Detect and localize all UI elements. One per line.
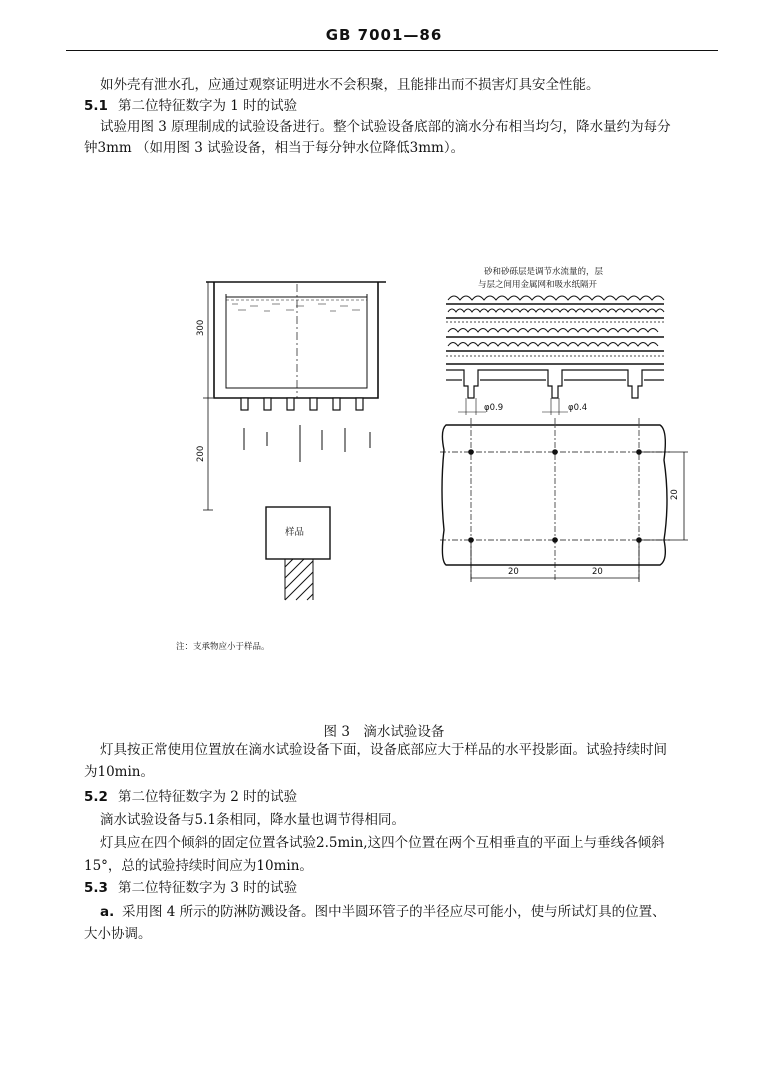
horizontal-20-label-2: 20 (592, 567, 603, 577)
section-5-1-line-2: 钟3mm （如用图 3 试验设备，相当于每分钟水位降低3mm）。 (84, 140, 465, 156)
section-number: 5.2 (84, 789, 108, 805)
section-5-2-heading (84, 788, 297, 806)
section-5-3-heading (84, 879, 297, 897)
water-drops (244, 425, 370, 462)
nozzle-dia-04-label: φ0.4 (568, 403, 588, 413)
after-figure-line-1: 灯具按正常使用位置放在滴水试验设备下面，设备底部应大于样品的水平投影面。试验持续时间 (100, 742, 667, 758)
drip-pattern-area (442, 425, 667, 565)
height-dimension (203, 282, 213, 510)
item-a-marker: a. (100, 904, 115, 920)
standard-code-header: GB 7001—86 (325, 26, 443, 44)
section-title: 第二位特征数字为 1 时的试验 (118, 98, 298, 114)
figure-caption: 图 3 滴水试验设备 (323, 724, 445, 740)
dimension-300-label: 300 (196, 319, 206, 336)
section-number: 5.1 (84, 98, 108, 114)
dimension-200-label: 200 (196, 445, 206, 462)
sample-support (285, 559, 313, 600)
horizontal-20-label-1: 20 (508, 567, 519, 577)
sand-note-line-1: 砂和砂砾层是调节水流量的，层 (484, 267, 604, 277)
drip-tank (206, 282, 386, 398)
section-5-2-line-2: 灯具应在四个倾斜的固定位置各试验2.5min,这四个位置在两个互相垂直的平面上与垂线各倾斜 (100, 835, 665, 851)
section-5-3-item-a-line-2: 大小协调。 (84, 926, 152, 942)
section-title: 第二位特征数字为 2 时的试验 (118, 789, 298, 805)
after-figure-line-2: 为10min。 (84, 764, 154, 780)
section-5-1-line-1: 试验用图 3 原理制成的试验设备进行。整个试验设备底部的滴水分布相当均匀，降水量约为每分 (100, 119, 671, 135)
item-a-text: 采用图 4 所示的防淋防溅设备。图中半圆环管子的半径应尽可能小，使与所试灯具的位置、 (122, 904, 666, 920)
section-5-3-item-a-line-1 (100, 903, 666, 921)
intro-paragraph: 如外壳有泄水孔，应通过观察证明进水不会积聚，且能排出而不损害灯具安全性能。 (100, 77, 600, 93)
section-number: 5.3 (84, 880, 108, 896)
section-title: 第二位特征数字为 3 时的试验 (118, 880, 298, 896)
sand-layers (446, 296, 664, 364)
figure-note: 注：支承物应小于样品。 (176, 642, 270, 652)
nozzle-dia-09-label: φ0.9 (484, 403, 504, 413)
sand-note-line-2: 与层之间用金属网和吸水纸隔开 (478, 280, 598, 290)
section-5-2-line-3: 15°，总的试验持续时间应为10min。 (84, 858, 313, 874)
sample-label: 样品 (285, 527, 305, 538)
section-5-2-line-1: 滴水试验设备与5.1条相同，降水量也调节得相同。 (100, 812, 405, 828)
nozzle-plate (446, 370, 664, 398)
vertical-20-label: 20 (670, 489, 680, 500)
drip-nozzles (241, 398, 363, 410)
drip-grid (440, 418, 670, 580)
